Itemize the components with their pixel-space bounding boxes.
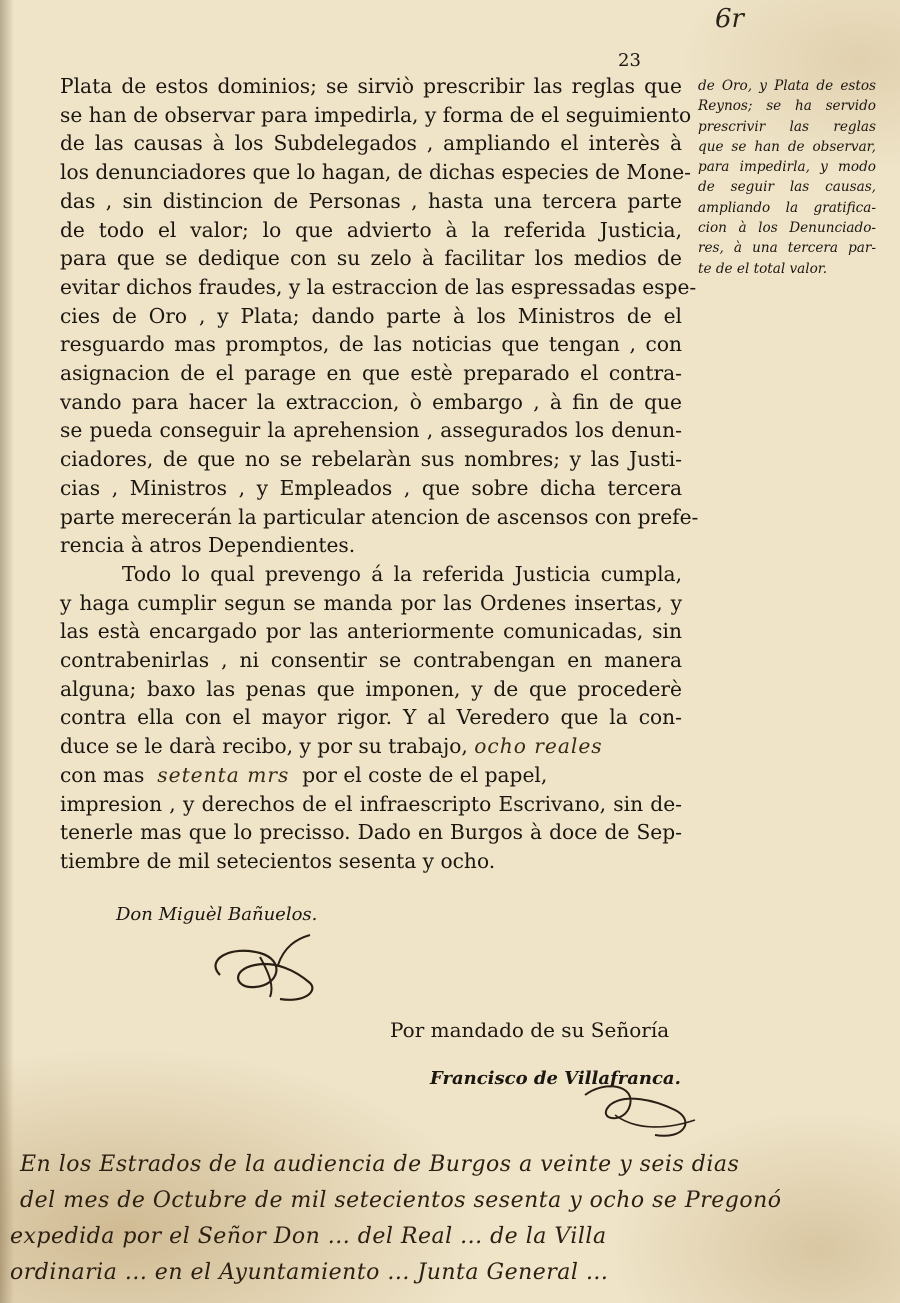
body-line: los denunciadores que lo hagan, de dichas especies de Mone- [60, 160, 691, 185]
body-line: cias , Ministros , y Empleados , que sobre dicha tercera [60, 475, 682, 500]
handwritten-line: En los Estrados de la audiencia de Burgos a veinte y seis dias [20, 1152, 740, 1177]
margin-line: que se han de observar, [698, 138, 876, 155]
body-line: parte merecerán la particular atencion de ascensos con prefe- [60, 504, 699, 529]
body-line: se han de observar para impedirla, y forma de el seguimiento [60, 102, 692, 127]
body-line: ciadores, de que no se rebelaràn sus nombres; y las Justi- [60, 447, 682, 472]
body-line: se pueda conseguir la aprehension , assegurados los denun- [60, 418, 682, 443]
page-number: 23 [618, 50, 641, 71]
handwritten-note [0, 1140, 900, 1303]
body-line: tenerle mas que lo precisso. Dado en Burgos à doce de Sep- [60, 820, 682, 845]
body-line: de las causas à los Subdelegados , ampliando el interès à [60, 131, 682, 156]
body-line: con mas [60, 762, 145, 787]
margin-line: de seguir las causas, [698, 179, 876, 196]
clerk-name: Francisco de Villafranca. [430, 1068, 681, 1089]
handwritten-amount: ocho reales [474, 734, 603, 759]
body-line: las està encargado por las anteriormente comunicadas, sin [60, 619, 682, 644]
main-text [60, 72, 699, 876]
body-line: asignacion de el parage en que estè preparado el contra- [60, 361, 682, 386]
handwritten-line: del mes de Octubre de mil setecientos sesenta y ocho se Pregonó [20, 1188, 782, 1213]
body-line: impresion , y derechos de el infraescripto Escrivano, sin de- [60, 791, 682, 816]
body-line-with-amount [60, 761, 682, 790]
folio-number: 6r [715, 4, 744, 34]
margin-line: ampliando la gratifica- [698, 199, 876, 216]
body-line: cies de Oro , y Plata; dando parte à los Ministros de el [60, 303, 682, 328]
margin-note [698, 76, 876, 279]
body-line: alguna; baxo las penas que imponen, y de que procederè [60, 676, 682, 701]
body-line: contrabenirlas , ni consentir se contrabengan en manera [60, 648, 682, 673]
margin-line: te de el total valor. [698, 260, 828, 277]
signer-name: Don Miguèl Bañuelos. [116, 904, 318, 925]
signature-rubric [200, 925, 340, 1015]
margin-line: para impedirla, y modo [698, 159, 876, 176]
body-line: y haga cumplir segun se manda por las Ordenes insertas, y [60, 590, 682, 615]
body-line: resguardo mas promptos, de las noticias que tengan , con [60, 332, 682, 357]
margin-line: cion à los Denunciado- [698, 220, 876, 237]
handwritten-amount: setenta mrs [157, 762, 290, 787]
handwritten-line: expedida por el Señor Don ... del Real ... de la Villa [10, 1224, 607, 1249]
body-line: vando para hacer la extraccion, ò embargo , à fin de que [60, 389, 682, 414]
body-line: contra ella con el mayor rigor. Y al Veredero que la con- [60, 705, 682, 730]
body-line: duce se le darà recibo, y por su trabajo, [60, 734, 468, 759]
body-line: rencia à atros Dependientes. [60, 533, 356, 558]
mandate-line: Por mandado de su Señoría [390, 1018, 670, 1042]
margin-line: prescrivir las reglas [698, 118, 876, 135]
margin-line: de Oro, y Plata de estos [698, 78, 876, 94]
body-line: evitar dichos fraudes, y la estraccion de las espressadas espe- [60, 274, 697, 299]
margin-line: res, à una tercera par- [698, 240, 876, 257]
body-line: por el coste de el papel, [302, 762, 548, 787]
body-line: tiembre de mil setecientos sesenta y ocho. [60, 848, 496, 873]
body-line: para que se dedique con su zelo à facilitar los medios de [60, 246, 682, 271]
margin-line: Reynos; se ha servido [698, 98, 876, 115]
body-line: das , sin distincion de Personas , hasta una tercera parte [60, 188, 682, 213]
body-line: Plata de estos dominios; se sirviò prescribir las reglas que [60, 74, 682, 98]
body-line: Todo lo qual prevengo á la referida Justicia cumpla, [122, 561, 682, 586]
handwritten-line: ordinaria ... en el Ayuntamiento ... Junta General ... [10, 1260, 609, 1285]
body-line-with-amount [60, 732, 682, 761]
body-line: de todo el valor; lo que advierto à la referida Justicia, [60, 217, 682, 242]
